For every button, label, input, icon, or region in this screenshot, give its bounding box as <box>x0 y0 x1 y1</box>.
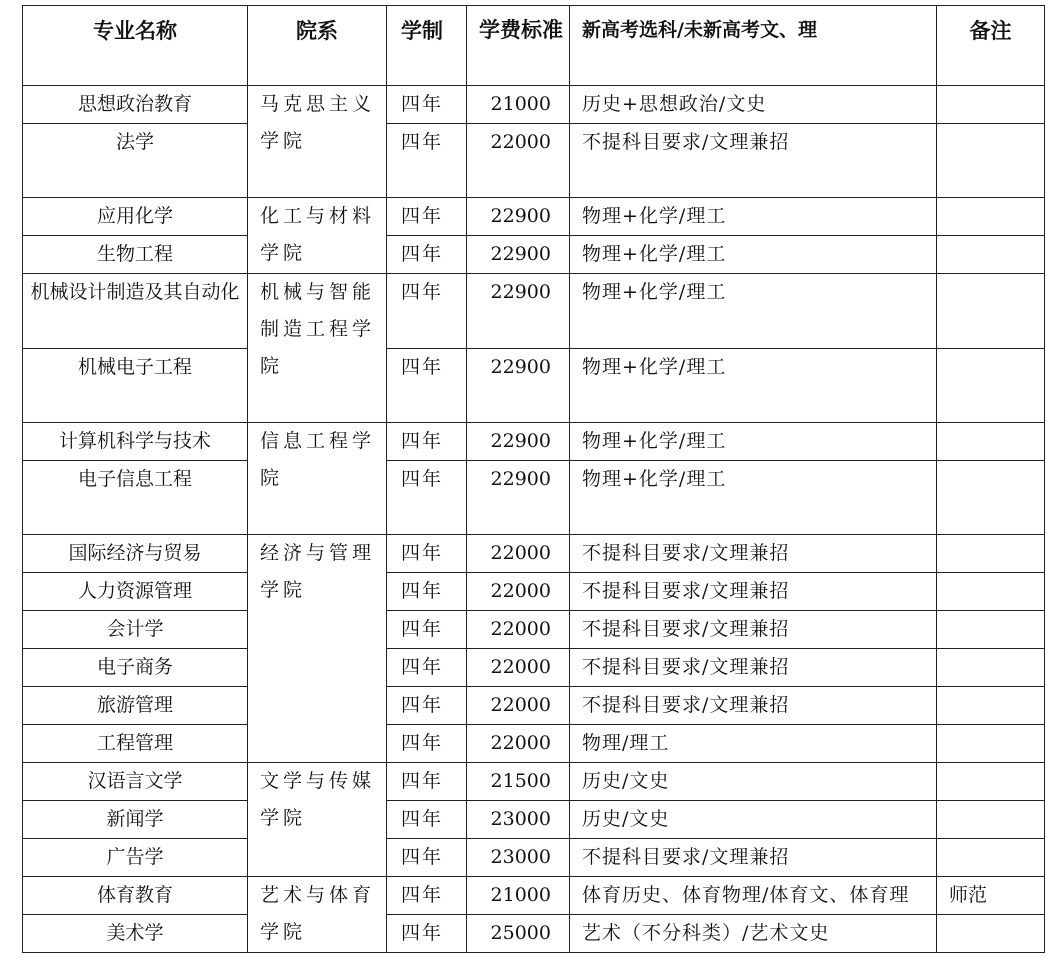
header-major: 专业名称 <box>23 6 248 86</box>
table-row <box>23 423 1045 461</box>
dept-cell: 文学与传媒学院 <box>248 763 387 877</box>
table-row <box>23 573 1045 611</box>
fee-cell: 23000 <box>467 801 570 839</box>
note-cell <box>937 649 1045 687</box>
table-row <box>23 725 1045 763</box>
dept-cell: 化工与材料学院 <box>248 198 387 274</box>
fee-cell: 21500 <box>467 763 570 801</box>
note-cell <box>937 725 1045 763</box>
years-cell: 四年 <box>387 274 467 349</box>
major-cell: 汉语言文学 <box>23 763 248 801</box>
note-cell <box>937 535 1045 573</box>
fee-cell: 22000 <box>467 687 570 725</box>
subjects-cell: 不提科目要求/文理兼招 <box>570 687 937 725</box>
subjects-cell: 历史/文史 <box>570 763 937 801</box>
table-row <box>23 274 1045 349</box>
subjects-cell: 物理+化学/理工 <box>570 198 937 236</box>
major-cell: 电子信息工程 <box>23 461 248 535</box>
major-cell: 计算机科学与技术 <box>23 423 248 461</box>
header-row <box>23 6 1045 86</box>
years-cell: 四年 <box>387 236 467 274</box>
subjects-cell: 物理+化学/理工 <box>570 236 937 274</box>
note-cell <box>937 763 1045 801</box>
note-cell <box>937 687 1045 725</box>
years-cell: 四年 <box>387 801 467 839</box>
header-dept: 院系 <box>248 6 387 86</box>
major-cell: 应用化学 <box>23 198 248 236</box>
years-cell: 四年 <box>387 877 467 915</box>
fee-cell: 22900 <box>467 461 570 535</box>
major-cell: 机械设计制造及其自动化 <box>23 274 248 349</box>
years-cell: 四年 <box>387 535 467 573</box>
table-row <box>23 801 1045 839</box>
table-row <box>23 349 1045 423</box>
tuition-table <box>22 5 1045 953</box>
table-row <box>23 687 1045 725</box>
note-cell <box>937 573 1045 611</box>
note-cell <box>937 611 1045 649</box>
fee-cell: 21000 <box>467 877 570 915</box>
fee-cell: 22900 <box>467 236 570 274</box>
table-row <box>23 198 1045 236</box>
subjects-cell: 不提科目要求/文理兼招 <box>570 611 937 649</box>
table-row <box>23 915 1045 953</box>
major-cell: 电子商务 <box>23 649 248 687</box>
major-cell: 体育教育 <box>23 877 248 915</box>
fee-cell: 21000 <box>467 86 570 124</box>
note-cell <box>937 236 1045 274</box>
subjects-cell: 物理/理工 <box>570 725 937 763</box>
table-row <box>23 461 1045 535</box>
note-cell <box>937 839 1045 877</box>
note-cell <box>937 801 1045 839</box>
fee-cell: 22000 <box>467 573 570 611</box>
major-cell: 新闻学 <box>23 801 248 839</box>
fee-cell: 25000 <box>467 915 570 953</box>
header-years: 学制 <box>387 6 467 86</box>
dept-cell: 信息工程学院 <box>248 423 387 535</box>
note-cell <box>937 274 1045 349</box>
fee-cell: 22900 <box>467 423 570 461</box>
note-cell <box>937 461 1045 535</box>
note-cell <box>937 915 1045 953</box>
subjects-cell: 物理+化学/理工 <box>570 423 937 461</box>
fee-cell: 23000 <box>467 839 570 877</box>
dept-cell: 经济与管理学院 <box>248 535 387 763</box>
subjects-cell: 不提科目要求/文理兼招 <box>570 649 937 687</box>
major-cell: 人力资源管理 <box>23 573 248 611</box>
fee-cell: 22900 <box>467 274 570 349</box>
major-cell: 会计学 <box>23 611 248 649</box>
years-cell: 四年 <box>387 915 467 953</box>
subjects-cell: 不提科目要求/文理兼招 <box>570 573 937 611</box>
fee-cell: 22000 <box>467 649 570 687</box>
header-subjects: 新高考选科/未新高考文、理 <box>570 6 937 86</box>
table-row <box>23 124 1045 198</box>
fee-cell: 22000 <box>467 611 570 649</box>
major-cell: 思想政治教育 <box>23 86 248 124</box>
subjects-cell: 历史/文史 <box>570 801 937 839</box>
years-cell: 四年 <box>387 86 467 124</box>
dept-cell: 艺术与体育学院 <box>248 877 387 953</box>
major-cell: 机械电子工程 <box>23 349 248 423</box>
subjects-cell: 体育历史、体育物理/体育文、体育理 <box>570 877 937 915</box>
subjects-cell: 物理+化学/理工 <box>570 461 937 535</box>
years-cell: 四年 <box>387 461 467 535</box>
years-cell: 四年 <box>387 649 467 687</box>
years-cell: 四年 <box>387 687 467 725</box>
years-cell: 四年 <box>387 124 467 198</box>
major-cell: 国际经济与贸易 <box>23 535 248 573</box>
dept-cell: 机械与智能制造工程学院 <box>248 274 387 423</box>
note-cell <box>937 86 1045 124</box>
note-cell <box>937 349 1045 423</box>
years-cell: 四年 <box>387 423 467 461</box>
table-row <box>23 535 1045 573</box>
major-cell: 工程管理 <box>23 725 248 763</box>
fee-cell: 22000 <box>467 535 570 573</box>
years-cell: 四年 <box>387 349 467 423</box>
years-cell: 四年 <box>387 573 467 611</box>
major-cell: 广告学 <box>23 839 248 877</box>
table-row <box>23 877 1045 915</box>
dept-cell: 马克思主义学院 <box>248 86 387 198</box>
table-row <box>23 839 1045 877</box>
header-fee: 学费标准 <box>467 6 570 86</box>
note-cell <box>937 124 1045 198</box>
subjects-cell: 不提科目要求/文理兼招 <box>570 124 937 198</box>
header-note: 备注 <box>937 6 1045 86</box>
subjects-cell: 物理+化学/理工 <box>570 349 937 423</box>
fee-cell: 22900 <box>467 198 570 236</box>
table-row <box>23 763 1045 801</box>
fee-cell: 22000 <box>467 124 570 198</box>
years-cell: 四年 <box>387 763 467 801</box>
subjects-cell: 不提科目要求/文理兼招 <box>570 839 937 877</box>
table-row <box>23 611 1045 649</box>
major-cell: 生物工程 <box>23 236 248 274</box>
subjects-cell: 历史+思想政治/文史 <box>570 86 937 124</box>
years-cell: 四年 <box>387 198 467 236</box>
note-cell <box>937 423 1045 461</box>
major-cell: 法学 <box>23 124 248 198</box>
subjects-cell: 艺术（不分科类）/艺术文史 <box>570 915 937 953</box>
years-cell: 四年 <box>387 611 467 649</box>
subjects-cell: 物理+化学/理工 <box>570 274 937 349</box>
fee-cell: 22900 <box>467 349 570 423</box>
major-cell: 美术学 <box>23 915 248 953</box>
table-row <box>23 649 1045 687</box>
years-cell: 四年 <box>387 725 467 763</box>
table-row <box>23 86 1045 124</box>
note-cell <box>937 198 1045 236</box>
table-row <box>23 236 1045 274</box>
years-cell: 四年 <box>387 839 467 877</box>
note-cell: 师范 <box>937 877 1045 915</box>
major-cell: 旅游管理 <box>23 687 248 725</box>
fee-cell: 22000 <box>467 725 570 763</box>
subjects-cell: 不提科目要求/文理兼招 <box>570 535 937 573</box>
